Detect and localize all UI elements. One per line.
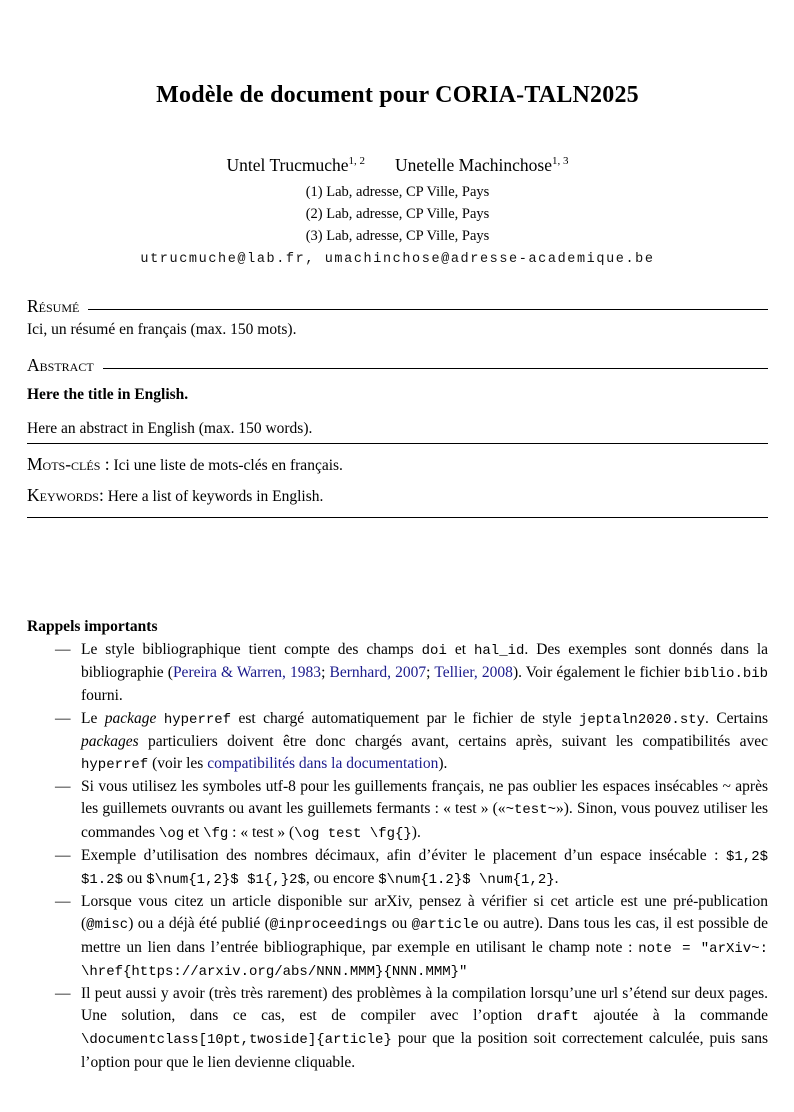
text-run: , ou encore <box>305 870 379 888</box>
resume-heading <box>27 296 768 316</box>
code-inline: @misc <box>86 917 129 934</box>
affiliations-block <box>27 181 768 247</box>
text-run: Lorsque vous citez un article disponible sur arXiv, pensez à vérifier si cet article est une pré-publication ( <box>81 893 768 933</box>
text-run: . Certains <box>705 709 768 727</box>
author-2 <box>395 155 568 175</box>
hyperlink[interactable]: Pereira & Warren, 1983 <box>172 664 322 682</box>
code-inline: hyperref <box>163 711 232 728</box>
code-inline: doi <box>421 643 447 659</box>
text-run: : « test » ( <box>228 823 295 841</box>
text-run <box>156 710 163 727</box>
list-item <box>27 891 768 983</box>
code-inline: draft <box>536 1009 579 1026</box>
code-inline: biblio.bib <box>684 666 769 683</box>
text-run: . <box>554 870 559 888</box>
text-run: »). Sinon, vous pouvez utiliser les commandes <box>81 800 768 841</box>
resume-rule <box>88 309 768 310</box>
code-inline: @article <box>411 917 479 934</box>
author-1-affiliation-sup: 1, 2 <box>348 155 366 168</box>
text-run: Si vous utilisez les symboles utf-8 pour les guillements français, ne pas oublier les espaces insécables ~ après les guillemets ouvrants ou avant les guillemets fermants : « test » (« <box>81 778 768 818</box>
list-dash-marker: — <box>55 641 71 658</box>
code-inline: note = "arXiv~: \href{https://arxiv.org/abs/NNN.MMM}{NNN.MMM}" <box>81 940 768 980</box>
code-inline: \documentclass[10pt,twoside]{article} <box>81 1032 392 1049</box>
text-run: ou <box>387 915 412 933</box>
list-item <box>27 776 768 845</box>
author-1 <box>227 155 366 175</box>
motscles-label: Mots-clés : <box>27 454 110 474</box>
text-run: Le <box>81 709 105 727</box>
text-run: est chargé automatiquement par le fichier de style <box>231 709 580 727</box>
abstract-label: Abstract <box>27 355 94 375</box>
author-2-name: Unetelle Machinchose <box>395 155 552 175</box>
text-run: ; <box>321 664 330 682</box>
code-inline: \og <box>158 825 185 842</box>
list-item <box>27 983 768 1074</box>
list-dash-marker: — <box>55 778 71 796</box>
list-dash-marker: — <box>55 893 71 911</box>
list-item <box>27 845 768 891</box>
code-inline: $1,2$ $1.2$ <box>81 848 768 889</box>
text-run: ) ou a déjà été publié ( <box>128 915 270 933</box>
affiliation-2: (2) Lab, adresse, CP Ville, Pays <box>305 206 490 222</box>
text-run: ). Voir également le fichier <box>512 664 685 682</box>
keywords-line <box>27 485 768 518</box>
motscles-line <box>27 454 768 475</box>
text-run: (voir les <box>148 755 208 773</box>
italic-text: package <box>104 709 157 727</box>
text-run: ou <box>123 870 147 888</box>
reminders-heading: Rappels importants <box>27 618 158 635</box>
italic-text: packages <box>81 732 139 750</box>
text-run: Il peut aussi y avoir (très très rarement) des problèmes à la compilation lorsqu’une url s’étend sur deux pages. Une solution, dans ce cas, est de compiler avec l’option <box>81 985 768 1025</box>
text-run: et <box>184 823 204 841</box>
affiliation-1: (1) Lab, adresse, CP Ville, Pays <box>305 184 490 200</box>
list-dash-marker: — <box>55 709 71 727</box>
author-1-name: Untel Trucmuche <box>226 155 349 175</box>
list-dash-marker: — <box>55 985 71 1003</box>
resume-label: Résumé <box>27 296 80 316</box>
author-2-affiliation-sup: 1, 3 <box>551 155 569 168</box>
text-run: pour que la position soit correctement calculée, puis sans l’option pour que le lien devienne cliquable. <box>81 1030 768 1071</box>
text-run: ). <box>411 823 421 841</box>
code-inline: hal_id <box>473 643 525 659</box>
reminders-list <box>27 639 768 1074</box>
code-inline: @inproceedings <box>269 917 388 934</box>
abstract-heading <box>27 355 768 375</box>
list-item <box>27 708 768 777</box>
text-run: particuliers doivent être donc chargés avant, certains après, suivant les compatibilités avec <box>138 732 768 750</box>
keywords-text: Here a list of keywords in English. <box>107 488 324 505</box>
code-inline: $\num{1,2}$ $1{,}2$ <box>146 872 306 889</box>
author-emails: utrucmuche@lab.fr, umachinchose@adresse-academique.be <box>140 252 655 267</box>
affiliation-3: (3) Lab, adresse, CP Ville, Pays <box>305 228 490 244</box>
hyperlink[interactable]: compatibilités dans la documentation <box>207 755 439 773</box>
hyperlink[interactable]: Bernhard, 2007 <box>329 664 427 682</box>
code-inline: \og test \fg{} <box>294 825 412 842</box>
text-run: ). <box>438 755 448 773</box>
abstract-text: Here an abstract in English (max. 150 words). <box>27 418 768 444</box>
motscles-text: Ici une liste de mots-clés en français. <box>113 457 343 474</box>
code-inline: hyperref <box>81 757 149 774</box>
code-inline: \fg <box>203 825 229 842</box>
text-run: ou autre). Dans tous les cas, il est possible de mettre un lien dans l’entrée bibliographique, par exemple en utilisant le champ note : <box>81 915 769 956</box>
text-run: Exemple d’utilisation des nombres décimaux, afin d’éviter le placement d’un espace insécable : <box>81 846 726 864</box>
keywords-label: Keywords: <box>27 485 104 505</box>
list-dash-marker: — <box>55 846 71 864</box>
text-run: . Des exemples sont donnés dans la bibliographie ( <box>81 641 769 682</box>
hyperlink[interactable]: Tellier, 2008 <box>434 664 513 682</box>
code-inline: jeptaln2020.sty <box>579 711 706 728</box>
text-run: ajoutée à la commande <box>578 1007 768 1025</box>
english-title: Here the title in English. <box>27 386 189 403</box>
resume-text: Ici, un résumé en français (max. 150 mots). <box>27 321 297 338</box>
code-inline: $\num{1.2}$ \num{1,2} <box>378 872 555 889</box>
text-run: Le style bibliographique tient compte des champs <box>81 641 422 658</box>
text-run: ; <box>426 664 435 682</box>
code-inline: ~test~ <box>505 802 556 819</box>
text-run: fourni. <box>81 687 123 705</box>
authors-line <box>27 155 768 176</box>
abstract-rule <box>103 368 768 369</box>
paper-title: Modèle de document pour CORIA-TALN2025 <box>156 82 639 108</box>
list-item <box>27 639 768 708</box>
text-run: et <box>446 641 474 658</box>
